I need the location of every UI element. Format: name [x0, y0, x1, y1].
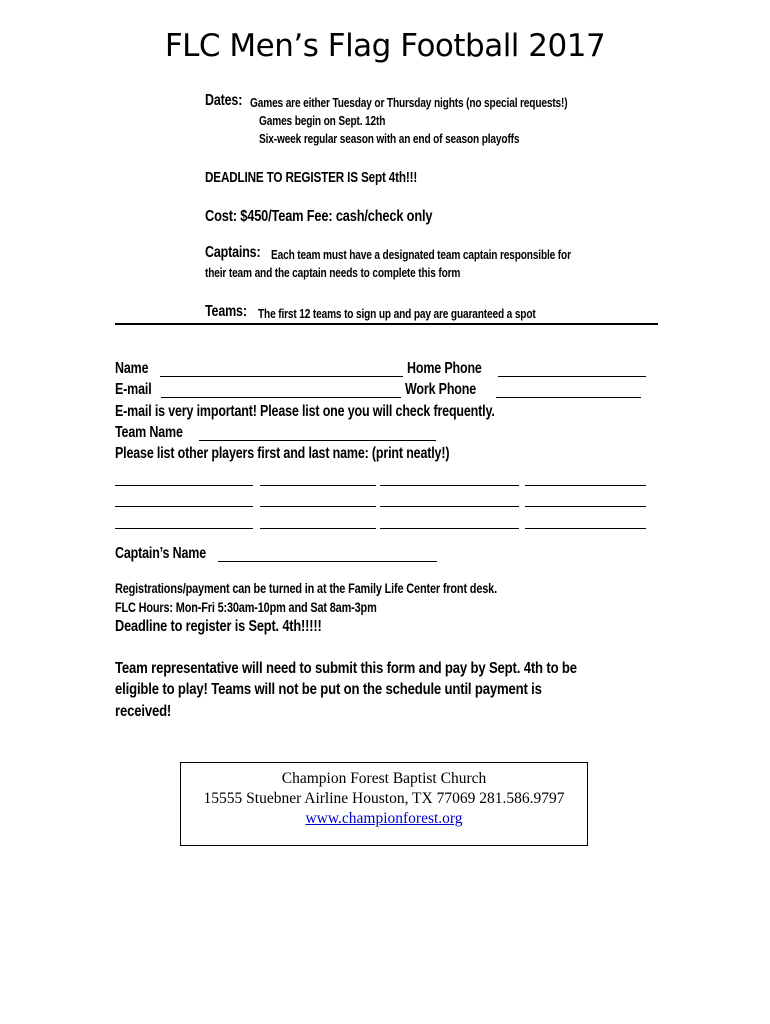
captains-line-2: their team and the captain needs to complete this form: [205, 265, 461, 280]
player-field[interactable]: [260, 505, 376, 507]
name-field[interactable]: [160, 362, 403, 377]
deadline-text: DEADLINE TO REGISTER IS Sept 4th!!!: [205, 169, 418, 186]
name-label: Name: [115, 360, 149, 377]
captain-name-field[interactable]: [218, 547, 437, 562]
registration-note: Registrations/payment can be turned in at the Family Life Center front desk.: [115, 580, 497, 596]
cost-text: Cost: $450/Team Fee: cash/check only: [205, 208, 433, 225]
player-field[interactable]: [115, 527, 253, 529]
captains-label: Captains:: [205, 244, 261, 261]
captain-name-label: Captain’s Name: [115, 545, 206, 562]
email-note: E-mail is very important! Please list one you will check frequently.: [115, 403, 495, 420]
section-divider: [115, 323, 658, 325]
player-field[interactable]: [380, 505, 519, 507]
home-phone-label: Home Phone: [407, 360, 482, 377]
player-field[interactable]: [380, 527, 519, 529]
church-name: Champion Forest Baptist Church: [281, 770, 487, 787]
contact-box: [180, 762, 588, 846]
church-address: 15555 Stuebner Airline Houston, TX 77069 281.586.9797: [203, 790, 565, 807]
player-field[interactable]: [115, 505, 253, 507]
teams-text: The first 12 teams to sign up and pay are guaranteed a spot: [258, 306, 536, 321]
player-field[interactable]: [260, 484, 376, 486]
home-phone-field[interactable]: [498, 362, 646, 377]
page-title: FLC Men’s Flag Football 2017: [164, 28, 606, 64]
dates-label: Dates:: [205, 92, 243, 109]
player-field[interactable]: [525, 505, 646, 507]
player-field[interactable]: [260, 527, 376, 529]
team-rep-line-1: Team representative will need to submit this form and pay by Sept. 4th to be: [115, 660, 577, 677]
team-rep-line-3: received!: [115, 703, 172, 720]
team-rep-line-2: eligible to play! Teams will not be put on the schedule until payment is: [115, 681, 542, 698]
player-field[interactable]: [380, 484, 519, 486]
player-field[interactable]: [115, 484, 253, 486]
work-phone-field[interactable]: [496, 383, 641, 398]
website-link[interactable]: www.championforest.org: [305, 810, 463, 827]
teams-label: Teams:: [205, 303, 247, 320]
dates-line-1: Games are either Tuesday or Thursday nights (no special requests!): [250, 95, 568, 110]
hours-note: FLC Hours: Mon-Fri 5:30am-10pm and Sat 8am-3pm: [115, 599, 377, 615]
dates-line-2: Games begin on Sept. 12th: [259, 113, 386, 128]
email-label: E-mail: [115, 381, 152, 398]
work-phone-label: Work Phone: [405, 381, 477, 398]
deadline-note: Deadline to register is Sept. 4th!!!!!: [115, 618, 322, 635]
player-field[interactable]: [525, 484, 646, 486]
player-field[interactable]: [525, 527, 646, 529]
captains-line-1: Each team must have a designated team captain responsible for: [271, 247, 571, 262]
team-name-field[interactable]: [199, 426, 436, 441]
dates-line-3: Six-week regular season with an end of season playoffs: [259, 131, 520, 146]
players-instruction: Please list other players first and last name: (print neatly!): [115, 445, 450, 462]
team-name-label: Team Name: [115, 424, 183, 441]
email-field[interactable]: [161, 383, 401, 398]
